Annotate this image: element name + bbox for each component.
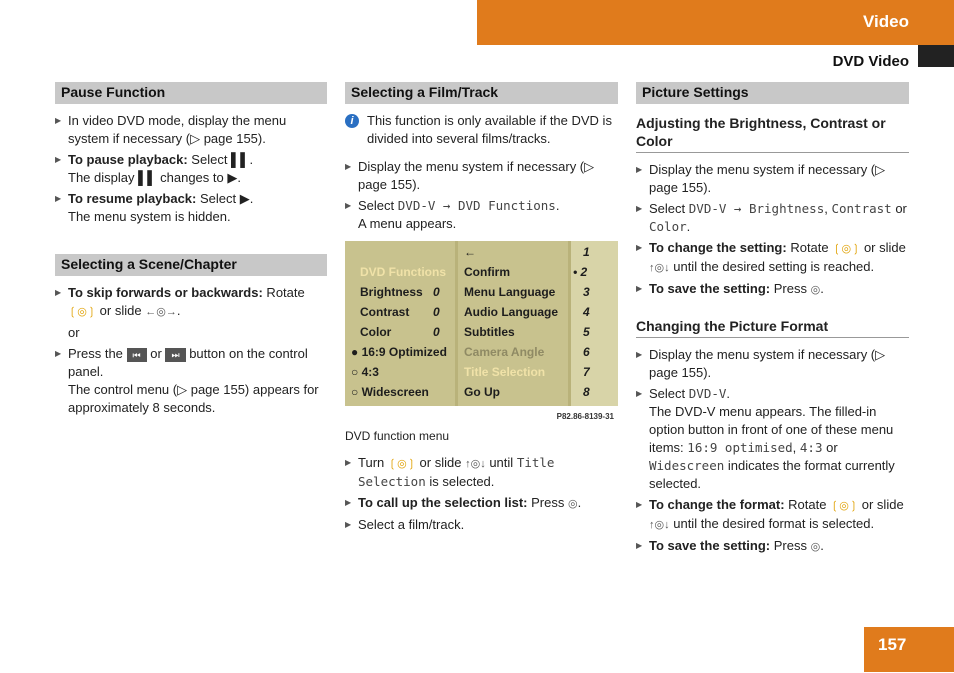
dvd-menu-item: Go Up [464, 385, 500, 399]
column-right [636, 82, 909, 559]
info-icon: i [345, 114, 359, 128]
subheading-picture-format: Changing the Picture Format [636, 317, 909, 338]
side-tab-marker [918, 45, 954, 67]
dvd-menu-item: Title Selection [464, 365, 546, 379]
dvd-menu-item: Confirm [464, 265, 510, 279]
list-item: ▶ Display the menu system if necessary (▷ page 155). [636, 346, 909, 382]
dvd-menu-item: ● 16:9 Optimized [351, 345, 447, 359]
dvd-menu-value: 0 [433, 285, 440, 299]
dvd-menu-number: 7 [583, 365, 590, 379]
slide-up-down-icon: ↑◎↓ [649, 262, 670, 274]
dvd-menu-item: Camera Angle [464, 345, 545, 359]
dvd-menu-value: 0 [433, 325, 440, 339]
heading-selecting-film: Selecting a Film/Track [345, 82, 618, 104]
dvd-menu-item: Contrast [360, 305, 410, 319]
dvd-menu-item: ○ Widescreen [351, 385, 429, 399]
list-item: ▶ Display the menu system if necessary (▷ page 155). [345, 158, 618, 194]
rotate-control-icon: ❲◎❳ [830, 500, 859, 512]
dvd-menu-number: 6 [583, 345, 590, 359]
info-note: i This function is only available if the DVD is divided into several films/tracks. [345, 112, 618, 148]
scene-steps [55, 284, 327, 417]
list-item: ▶ Press the ⏮ or ⏭ button on the control panel. The control menu (▷ page 155) appears for approximately 8 seconds. [55, 345, 327, 417]
list-item: ▶ To skip forwards or backwards: Rotate ❲◎❳ or slide ←◎→. [55, 284, 327, 321]
dvd-menu-panel-functions [458, 241, 568, 406]
list-item: ▶ To pause playback: Select ▌▌. The display ▌▌ changes to ▶. [55, 151, 327, 187]
header-band [477, 0, 954, 45]
list-item: ▶ To change the format: Rotate ❲◎❳ or slide ↑◎↓ until the desired format is selected. [636, 496, 909, 534]
dvd-menu-number: 4 [583, 305, 590, 319]
section-subtitle: DVD Video [832, 53, 909, 70]
dvd-menu-number: 3 [583, 285, 590, 299]
picture-format-steps [636, 346, 909, 556]
list-item: ▶ Select a film/track. [345, 516, 618, 534]
press-control-icon: ◎ [810, 284, 821, 296]
dvd-menu-panel-numbers [571, 241, 618, 406]
dvd-menu-item: Brightness [360, 285, 423, 299]
list-item: ▶ Select DVD-V. The DVD-V menu appears. The filled-in option button in front of one of these menu items: 16:9 optimised, 4:3 or Widescreen indicates the format currently selected. [636, 385, 909, 493]
list-item: ▶ Turn ❲◎❳ or slide ↑◎↓ until Title Selection is selected. [345, 454, 618, 491]
slide-left-right-icon: ←◎→ [145, 306, 177, 318]
list-item: ▶ Display the menu system if necessary (▷ page 155). [636, 161, 909, 197]
section-title: Video [863, 12, 909, 31]
subheading-brightness: Adjusting the Brightness, Contrast or Color [636, 114, 909, 153]
dvd-menu-item: ○ 4:3 [351, 365, 379, 379]
list-item: ▶ Select DVD-V → Brightness, Contrast or Color. [636, 200, 909, 236]
heading-picture-settings: Picture Settings [636, 82, 909, 104]
dvd-menu-number: 1 [583, 245, 590, 259]
rotate-control-icon: ❲◎❳ [387, 458, 416, 470]
previous-button-icon: ⏮ [127, 348, 147, 362]
list-item-or: or [68, 325, 80, 340]
film-steps [345, 158, 618, 233]
list-item: ▶ To change the setting: Rotate ❲◎❳ or slide ↑◎↓ until the desired setting is reached. [636, 239, 909, 277]
slide-up-down-icon: ↑◎↓ [465, 458, 486, 470]
list-item: ▶ Select DVD-V → DVD Functions. A menu appears. [345, 197, 618, 233]
list-item: ▶ To save the setting: Press ◎. [636, 280, 909, 299]
pause-steps [55, 112, 327, 226]
image-reference-code: P82.86-8139-31 [556, 412, 614, 421]
dvd-menu-panel-settings [345, 241, 455, 406]
dvd-menu-number: 5 [583, 325, 590, 339]
dvd-menu-item: Color [360, 325, 392, 339]
dvd-menu-value: 0 [433, 305, 440, 319]
rotate-control-icon: ❲◎❳ [832, 243, 861, 255]
back-arrow-icon: ← [464, 245, 476, 259]
list-item: ▶ To resume playback: Select ▶. The menu system is hidden. [55, 190, 327, 226]
brightness-steps [636, 161, 909, 299]
dvd-menu-item: DVD Functions [360, 265, 446, 279]
dvd-menu-number: 8 [583, 385, 590, 399]
heading-selecting-scene: Selecting a Scene/Chapter [55, 254, 327, 276]
dvd-menu-item: Audio Language [464, 305, 558, 319]
column-left [55, 82, 327, 420]
list-item: ▶ To save the setting: Press ◎. [636, 537, 909, 556]
next-button-icon: ⏭ [165, 348, 185, 362]
page-number: 157 [864, 627, 954, 672]
dvd-function-menu-image [345, 241, 618, 421]
list-item: ▶ To call up the selection list: Press ◎. [345, 494, 618, 513]
dvd-menu-number: • 2 [573, 265, 588, 279]
film-steps-continued [345, 454, 618, 534]
heading-pause-function: Pause Function [55, 82, 327, 104]
column-middle [345, 82, 618, 537]
dvd-menu-item: Subtitles [464, 325, 515, 339]
press-control-icon: ◎ [810, 541, 821, 553]
slide-up-down-icon: ↑◎↓ [649, 519, 670, 531]
image-caption: DVD function menu [345, 429, 450, 443]
dvd-menu-item: Menu Language [464, 285, 556, 299]
list-item: ▶ In video DVD mode, display the menu system if necessary (▷ page 155). [55, 112, 327, 148]
rotate-control-icon: ❲◎❳ [68, 306, 97, 318]
press-control-icon: ◎ [567, 498, 578, 510]
